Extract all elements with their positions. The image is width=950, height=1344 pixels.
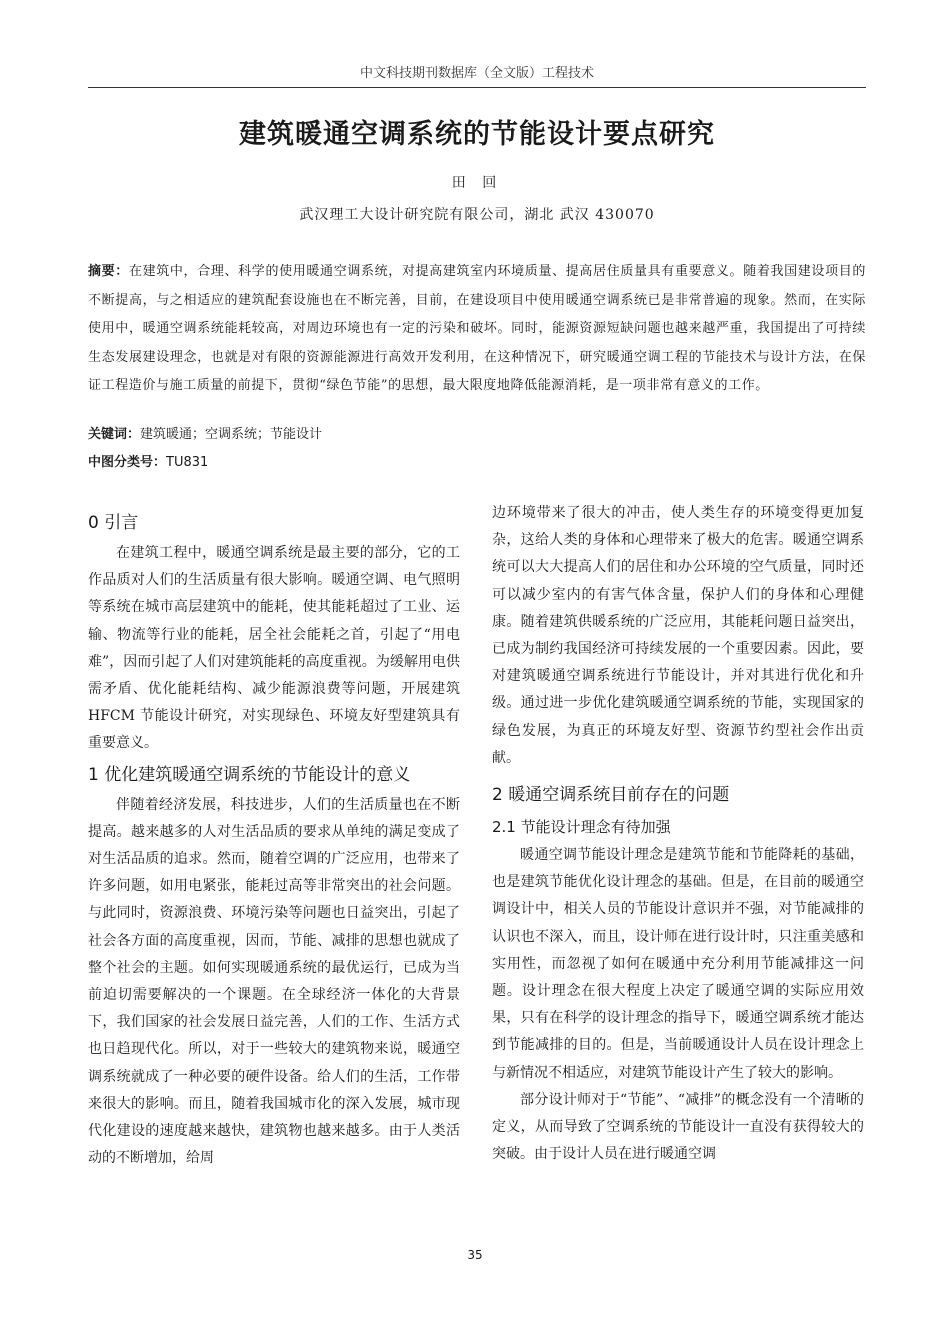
author-name: 田 回 bbox=[451, 175, 503, 191]
section-heading-problems: 2 暖通空调系统目前存在的问题 bbox=[492, 785, 730, 806]
keywords-text: 建筑暖通；空调系统；节能设计 bbox=[140, 427, 323, 442]
paragraph-continued: 边环境带来了很大的冲击，使人类生存的环境变得更加复杂，这给人类的身体和心理带来了极大的危害。暖通空调系统可以大大提高人们的居住和办公环境的空气质量，同时还可以减少室内的有害气体含量，保护人们的身体和心理健康。随着建筑供暖系统的广泛应用，其能耗问题日益突出，已成为制约我国经济可持续发展的一个重要因素。因此，要对建筑暖通空调系统进行节能设计，并对其进行优化和升级。通过进一步优化建筑暖通空调系统的节能，实现国家的绿色发展，为真正的环境友好型、资源节约型社会作出贡献。 bbox=[492, 505, 864, 766]
paragraph: 暖通空调节能设计理念是建筑节能和节能降耗的基础，也是建筑节能优化设计理念的基础。但是，在目前的暖通空调设计中，相关人员的节能设计意识并不强，对节能减排的认识也不深入，而且，设计师在进行设计时，只注重美感和实用性，而忽视了如何在暖通中充分利用节能减排这一问题。设计理念在很大程度上决定了暖通空调的实际应用效果，只有在科学的设计理念的指导下，暖通空调系统才能达到节能减排的目的。但是，当前暖通设计人员在设计理念上与新情况不相适应，对建筑节能设计产生了较大的影响。 bbox=[492, 847, 864, 1081]
subsection-heading-design-concept: 2.1 节能设计理念有待加强 bbox=[492, 818, 671, 837]
article-title: 建筑暖通空调系统的节能设计要点研究 bbox=[239, 119, 715, 150]
journal-running-head: 中文科技期刊数据库（全文版）工程技术 bbox=[359, 66, 594, 81]
classification-number bbox=[88, 451, 866, 470]
paragraph: 在建筑工程中，暖通空调系统是最主要的部分，它的工作品质对人们的生活质量有很大影响。暖通空调、电气照明等系统在城市高层建筑中的能耗，使其能耗超过了工业、运输、物流等行业的能耗，居全社会能耗之首，引起了“用电难”，因而引起了人们对建筑能耗的高度重视。为缓解用电供需矛盾、优化能耗结构、减少能源浪费等问题，开展建筑 HFCM 节能设计研究，对实现绿色、环境友好型建筑具有重要意义。 bbox=[88, 545, 460, 752]
section-heading-introduction: 0 引言 bbox=[88, 513, 139, 533]
abstract bbox=[88, 258, 866, 401]
classification-label: 中图分类号： bbox=[88, 455, 167, 470]
abstract-label: 摘要： bbox=[88, 264, 129, 279]
header-rule bbox=[88, 87, 866, 88]
keywords bbox=[88, 423, 866, 442]
paragraph: 部分设计师对于“节能”、“减排”的概念没有一个清晰的定义，从而导致了空调系统的节能设计一直没有获得较大的突破。由于设计人员在进行暖通空调 bbox=[492, 1091, 864, 1163]
section-heading-significance: 1 优化建筑暖通空调系统的节能设计的意义 bbox=[88, 764, 411, 785]
right-column bbox=[492, 500, 864, 1168]
paragraph: 伴随着经济发展，科技进步，人们的生活质量也在不断提高。越来越多的人对生活品质的要求从单纯的满足变成了对生活品质的追求。然而，随着空调的广泛应用，也带来了许多问题，如用电紧张，能耗过高等非常突出的社会问题。与此同时，资源浪费、环境污染等问题也日益突出，引起了社会各方面的高度重视，因而，节能、减排的思想也就成了整个社会的主题。如何实现暖通系统的最优运行，已成为当前迫切需要解决的一个课题。在全球经济一体化的大背景下，我们国家的社会发展日益完善，人们的工作、生活方式也日趋现代化。所以，对于一些较大的建筑物来说，暖通空调系统就成了一种必要的硬件设备。给人们的生活，工作带来很大的影响。而且，随着我国城市化的深入发展，城市现代化建设的速度越来越快，建筑物也越来越多。由于人类活动的不断增加，给周 bbox=[88, 796, 460, 1167]
page-number: 35 bbox=[467, 1248, 483, 1262]
author-affiliation: 武汉理工大设计研究院有限公司，湖北 武汉 430070 bbox=[299, 207, 655, 223]
abstract-text: 在建筑中，合理、科学的使用暖通空调系统，对提高建筑室内环境质量、提高居住质量具有重要意义。随着我国建设项目的不断提高，与之相适应的建筑配套设施也在不断完善，目前，在建设项目中使用暖通空调系统已是非常普遍的现象。然而，在实际使用中，暖通空调系统能耗较高，对周边环境也有一定的污染和破坏。同时，能源资源短缺问题也越来越严重，我国提出了可持续生态发展建设理念，也就是对有限的资源能源进行高效开发利用，在这种情况下，研究暖通空调工程的节能技术与设计方法，在保证工程造价与施工质量的前提下，贯彻“绿色节能”的思想，最大限度地降低能源消耗，是一项非常有意义的工作。 bbox=[88, 264, 866, 393]
left-column bbox=[88, 506, 460, 1172]
keywords-label: 关键词： bbox=[88, 427, 141, 442]
classification-text: TU831 bbox=[166, 455, 209, 470]
